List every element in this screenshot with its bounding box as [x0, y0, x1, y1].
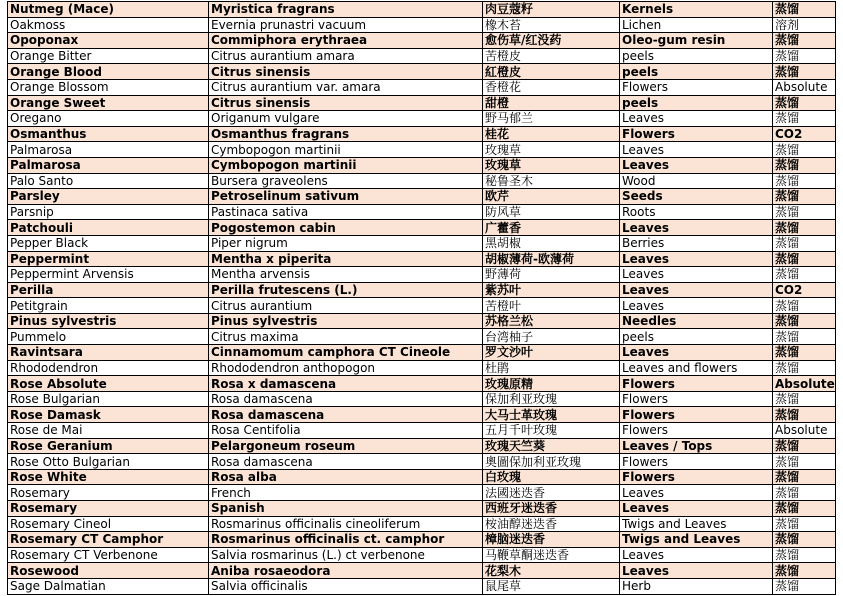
cell-common-name: Orange Blossom: [8, 79, 209, 95]
cell-chinese-name: 保加利亚玫瑰: [483, 391, 620, 407]
cell-chinese-name: 玫瑰草: [483, 142, 620, 158]
cell-common-name: Patchouli: [8, 220, 209, 236]
table-row: [8, 516, 836, 532]
cell-chinese-name: 香橙花: [483, 79, 620, 95]
cell-latin-name: Pogostemon cabin: [209, 220, 483, 236]
table-row: [8, 95, 836, 111]
table-body: [8, 2, 836, 595]
cell-latin-name: Perilla frutescens (L.): [209, 282, 483, 298]
cell-plant-part: peels: [620, 329, 773, 345]
cell-latin-name: Citrus maxima: [209, 329, 483, 345]
cell-chinese-name: 黑胡椒: [483, 235, 620, 251]
cell-extraction-method: 蒸馏: [773, 391, 836, 407]
cell-latin-name: Origanum vulgare: [209, 111, 483, 127]
cell-common-name: Palmarosa: [8, 157, 209, 173]
cell-extraction-method: Absolute: [773, 79, 836, 95]
cell-chinese-name: 桉油醇迷迭香: [483, 516, 620, 532]
cell-chinese-name: 秘鲁圣木: [483, 173, 620, 189]
table-row: [8, 298, 836, 314]
table-row: [8, 282, 836, 298]
table-row: [8, 501, 836, 517]
cell-extraction-method: 蒸馏: [773, 251, 836, 267]
cell-chinese-name: 马鞭草酮迷迭香: [483, 547, 620, 563]
cell-chinese-name: 杜鹃: [483, 360, 620, 376]
cell-chinese-name: 樟脑迷迭香: [483, 532, 620, 548]
cell-latin-name: Rosa damascena: [209, 407, 483, 423]
cell-common-name: Rhododendron: [8, 360, 209, 376]
cell-common-name: Parsnip: [8, 204, 209, 220]
cell-latin-name: Salvia officinalis: [209, 578, 483, 594]
cell-latin-name: Commiphora erythraea: [209, 33, 483, 49]
table-row: [8, 189, 836, 205]
cell-extraction-method: 蒸馏: [773, 454, 836, 470]
cell-latin-name: Cinnamomum camphora CT Cineole: [209, 345, 483, 361]
table-row: [8, 173, 836, 189]
cell-common-name: Oakmoss: [8, 17, 209, 33]
table-row: [8, 469, 836, 485]
cell-extraction-method: 蒸馏: [773, 501, 836, 517]
cell-plant-part: Herb: [620, 578, 773, 594]
cell-plant-part: Flowers: [620, 423, 773, 439]
cell-common-name: Rose Otto Bulgarian: [8, 454, 209, 470]
table-row: [8, 33, 836, 49]
cell-extraction-method: 蒸馏: [773, 547, 836, 563]
cell-plant-part: Leaves: [620, 563, 773, 579]
cell-latin-name: French: [209, 485, 483, 501]
cell-plant-part: Flowers: [620, 391, 773, 407]
cell-extraction-method: 蒸馏: [773, 235, 836, 251]
cell-plant-part: Berries: [620, 235, 773, 251]
cell-plant-part: Leaves: [620, 267, 773, 283]
cell-common-name: Rosemary Cineol: [8, 516, 209, 532]
table-row: [8, 360, 836, 376]
cell-plant-part: Leaves: [620, 485, 773, 501]
cell-latin-name: Mentha x piperita: [209, 251, 483, 267]
cell-latin-name: Rosa damascena: [209, 454, 483, 470]
cell-plant-part: Wood: [620, 173, 773, 189]
cell-latin-name: Citrus aurantium var. amara: [209, 79, 483, 95]
cell-latin-name: Citrus sinensis: [209, 64, 483, 80]
cell-plant-part: Leaves and flowers: [620, 360, 773, 376]
cell-chinese-name: 玫瑰原精: [483, 376, 620, 392]
cell-common-name: Orange Blood: [8, 64, 209, 80]
cell-latin-name: Pastinaca sativa: [209, 204, 483, 220]
cell-extraction-method: 蒸馏: [773, 2, 836, 18]
cell-plant-part: Flowers: [620, 79, 773, 95]
table-row: [8, 391, 836, 407]
cell-extraction-method: 蒸馏: [773, 204, 836, 220]
cell-chinese-name: 玫瑰天竺葵: [483, 438, 620, 454]
cell-extraction-method: CO2: [773, 282, 836, 298]
cell-plant-part: Leaves: [620, 547, 773, 563]
cell-extraction-method: 蒸馏: [773, 142, 836, 158]
cell-chinese-name: 野薄荷: [483, 267, 620, 283]
cell-extraction-method: 蒸馏: [773, 95, 836, 111]
cell-plant-part: Leaves: [620, 251, 773, 267]
cell-latin-name: Pelargoneum roseum: [209, 438, 483, 454]
cell-plant-part: Twigs and Leaves: [620, 516, 773, 532]
cell-extraction-method: 溶剂: [773, 17, 836, 33]
cell-chinese-name: 玫瑰草: [483, 157, 620, 173]
cell-chinese-name: 欧芹: [483, 189, 620, 205]
cell-common-name: Rose de Mai: [8, 423, 209, 439]
cell-plant-part: Leaves / Tops: [620, 438, 773, 454]
cell-plant-part: Oleo-gum resin: [620, 33, 773, 49]
cell-common-name: Orange Bitter: [8, 48, 209, 64]
cell-plant-part: Twigs and Leaves: [620, 532, 773, 548]
cell-plant-part: Needles: [620, 313, 773, 329]
cell-extraction-method: 蒸馏: [773, 563, 836, 579]
cell-plant-part: Leaves: [620, 282, 773, 298]
cell-chinese-name: 花梨木: [483, 563, 620, 579]
table-row: [8, 438, 836, 454]
cell-common-name: Palo Santo: [8, 173, 209, 189]
table-row: [8, 329, 836, 345]
cell-extraction-method: Absolute: [773, 376, 836, 392]
cell-plant-part: Flowers: [620, 407, 773, 423]
cell-common-name: Rosemary: [8, 485, 209, 501]
cell-common-name: Opoponax: [8, 33, 209, 49]
cell-latin-name: Bursera graveolens: [209, 173, 483, 189]
table-row: [8, 547, 836, 563]
table-row: [8, 485, 836, 501]
cell-extraction-method: 蒸馏: [773, 267, 836, 283]
table-row: [8, 126, 836, 142]
cell-plant-part: Leaves: [620, 142, 773, 158]
cell-plant-part: Flowers: [620, 469, 773, 485]
table-row: [8, 142, 836, 158]
cell-latin-name: Petroselinum sativum: [209, 189, 483, 205]
cell-common-name: Rose Bulgarian: [8, 391, 209, 407]
cell-latin-name: Piper nigrum: [209, 235, 483, 251]
table-row: [8, 235, 836, 251]
cell-chinese-name: 野马郁兰: [483, 111, 620, 127]
table-row: [8, 454, 836, 470]
cell-chinese-name: 大马士革玫瑰: [483, 407, 620, 423]
table-row: [8, 111, 836, 127]
cell-chinese-name: 苦橙叶: [483, 298, 620, 314]
cell-common-name: Petitgrain: [8, 298, 209, 314]
cell-extraction-method: 蒸馏: [773, 329, 836, 345]
table-row: [8, 313, 836, 329]
cell-latin-name: Pinus sylvestris: [209, 313, 483, 329]
cell-extraction-method: 蒸馏: [773, 173, 836, 189]
cell-common-name: Rosemary CT Camphor: [8, 532, 209, 548]
cell-latin-name: Citrus sinensis: [209, 95, 483, 111]
cell-chinese-name: 甜橙: [483, 95, 620, 111]
table-row: [8, 376, 836, 392]
cell-common-name: Pepper Black: [8, 235, 209, 251]
cell-plant-part: peels: [620, 48, 773, 64]
cell-common-name: Pummelo: [8, 329, 209, 345]
cell-extraction-method: 蒸馏: [773, 33, 836, 49]
table-row: [8, 79, 836, 95]
table-row: [8, 204, 836, 220]
cell-extraction-method: 蒸馏: [773, 516, 836, 532]
cell-extraction-method: 蒸馏: [773, 407, 836, 423]
cell-plant-part: Lichen: [620, 17, 773, 33]
table-row: [8, 345, 836, 361]
cell-common-name: Rosemary CT Verbenone: [8, 547, 209, 563]
cell-plant-part: Flowers: [620, 376, 773, 392]
cell-extraction-method: 蒸馏: [773, 360, 836, 376]
cell-chinese-name: 苦橙皮: [483, 48, 620, 64]
cell-latin-name: Mentha arvensis: [209, 267, 483, 283]
cell-common-name: Parsley: [8, 189, 209, 205]
cell-chinese-name: 胡椒薄荷-欧薄荷: [483, 251, 620, 267]
cell-latin-name: Salvia rosmarinus (L.) ct verbenone: [209, 547, 483, 563]
cell-common-name: Rose White: [8, 469, 209, 485]
table-row: [8, 48, 836, 64]
cell-chinese-name: 紅橙皮: [483, 64, 620, 80]
cell-extraction-method: 蒸馏: [773, 313, 836, 329]
cell-common-name: Perilla: [8, 282, 209, 298]
cell-extraction-method: CO2: [773, 126, 836, 142]
cell-latin-name: Rosmarinus officinalis ct. camphor: [209, 532, 483, 548]
cell-common-name: Pinus sylvestris: [8, 313, 209, 329]
cell-latin-name: Spanish: [209, 501, 483, 517]
cell-latin-name: Cymbopogon martinii: [209, 157, 483, 173]
cell-chinese-name: 桂花: [483, 126, 620, 142]
cell-chinese-name: 肉豆蔻籽: [483, 2, 620, 18]
cell-extraction-method: 蒸馏: [773, 189, 836, 205]
table-row: [8, 423, 836, 439]
cell-common-name: Rose Absolute: [8, 376, 209, 392]
cell-common-name: Rosewood: [8, 563, 209, 579]
cell-latin-name: Cymbopogon martinii: [209, 142, 483, 158]
table-row: [8, 532, 836, 548]
cell-plant-part: Seeds: [620, 189, 773, 205]
cell-extraction-method: 蒸馏: [773, 485, 836, 501]
table-row: [8, 407, 836, 423]
table-row: [8, 563, 836, 579]
table-row: [8, 578, 836, 594]
cell-chinese-name: 橡木苔: [483, 17, 620, 33]
cell-chinese-name: 罗文沙叶: [483, 345, 620, 361]
cell-extraction-method: 蒸馏: [773, 111, 836, 127]
cell-extraction-method: 蒸馏: [773, 298, 836, 314]
cell-common-name: Nutmeg (Mace): [8, 2, 209, 18]
cell-latin-name: Citrus aurantium: [209, 298, 483, 314]
table-row: [8, 17, 836, 33]
cell-plant-part: Leaves: [620, 220, 773, 236]
cell-plant-part: Flowers: [620, 454, 773, 470]
cell-latin-name: Evernia prunastri vacuum: [209, 17, 483, 33]
cell-latin-name: Rosa x damascena: [209, 376, 483, 392]
cell-common-name: Rose Geranium: [8, 438, 209, 454]
table-row: [8, 2, 836, 18]
cell-common-name: Palmarosa: [8, 142, 209, 158]
cell-chinese-name: 苏格兰松: [483, 313, 620, 329]
cell-chinese-name: 愈伤草/红没药: [483, 33, 620, 49]
cell-common-name: Osmanthus: [8, 126, 209, 142]
essential-oils-table: [7, 1, 836, 595]
cell-extraction-method: 蒸馏: [773, 64, 836, 80]
cell-plant-part: Leaves: [620, 157, 773, 173]
cell-common-name: Peppermint: [8, 251, 209, 267]
cell-chinese-name: 广藿香: [483, 220, 620, 236]
cell-extraction-method: 蒸馏: [773, 345, 836, 361]
cell-latin-name: Citrus aurantium amara: [209, 48, 483, 64]
cell-chinese-name: 奧圖保加利亚玫瑰: [483, 454, 620, 470]
cell-chinese-name: 紫苏叶: [483, 282, 620, 298]
cell-latin-name: Rosa alba: [209, 469, 483, 485]
table-row: [8, 157, 836, 173]
cell-common-name: Peppermint Arvensis: [8, 267, 209, 283]
cell-common-name: Ravintsara: [8, 345, 209, 361]
cell-latin-name: Rosmarinus officinalis cineoliferum: [209, 516, 483, 532]
table-row: [8, 251, 836, 267]
cell-latin-name: Rosa damascena: [209, 391, 483, 407]
cell-latin-name: Myristica fragrans: [209, 2, 483, 18]
cell-chinese-name: 西班牙迷迭香: [483, 501, 620, 517]
table-row: [8, 267, 836, 283]
cell-extraction-method: 蒸馏: [773, 469, 836, 485]
cell-latin-name: Rhododendron anthopogon: [209, 360, 483, 376]
cell-common-name: Rose Damask: [8, 407, 209, 423]
cell-latin-name: Osmanthus fragrans: [209, 126, 483, 142]
table-row: [8, 64, 836, 80]
cell-latin-name: Rosa Centifolia: [209, 423, 483, 439]
cell-chinese-name: 台湾柚子: [483, 329, 620, 345]
cell-plant-part: peels: [620, 64, 773, 80]
cell-extraction-method: Absolute: [773, 423, 836, 439]
cell-extraction-method: 蒸馏: [773, 532, 836, 548]
cell-plant-part: peels: [620, 95, 773, 111]
cell-extraction-method: 蒸馏: [773, 578, 836, 594]
cell-chinese-name: 鼠尾草: [483, 578, 620, 594]
cell-plant-part: Flowers: [620, 126, 773, 142]
cell-plant-part: Leaves: [620, 345, 773, 361]
cell-plant-part: Leaves: [620, 501, 773, 517]
table-row: [8, 220, 836, 236]
cell-plant-part: Roots: [620, 204, 773, 220]
cell-chinese-name: 白玫瑰: [483, 469, 620, 485]
cell-chinese-name: 防风草: [483, 204, 620, 220]
cell-latin-name: Aniba rosaeodora: [209, 563, 483, 579]
cell-extraction-method: 蒸馏: [773, 438, 836, 454]
cell-extraction-method: 蒸馏: [773, 220, 836, 236]
cell-plant-part: Kernels: [620, 2, 773, 18]
cell-plant-part: Leaves: [620, 298, 773, 314]
cell-common-name: Sage Dalmatian: [8, 578, 209, 594]
cell-chinese-name: 法國迷迭香: [483, 485, 620, 501]
cell-extraction-method: 蒸馏: [773, 157, 836, 173]
cell-chinese-name: 五月千叶玫瑰: [483, 423, 620, 439]
cell-common-name: Rosemary: [8, 501, 209, 517]
cell-common-name: Orange Sweet: [8, 95, 209, 111]
cell-plant-part: Leaves: [620, 111, 773, 127]
cell-extraction-method: 蒸馏: [773, 48, 836, 64]
cell-common-name: Oregano: [8, 111, 209, 127]
